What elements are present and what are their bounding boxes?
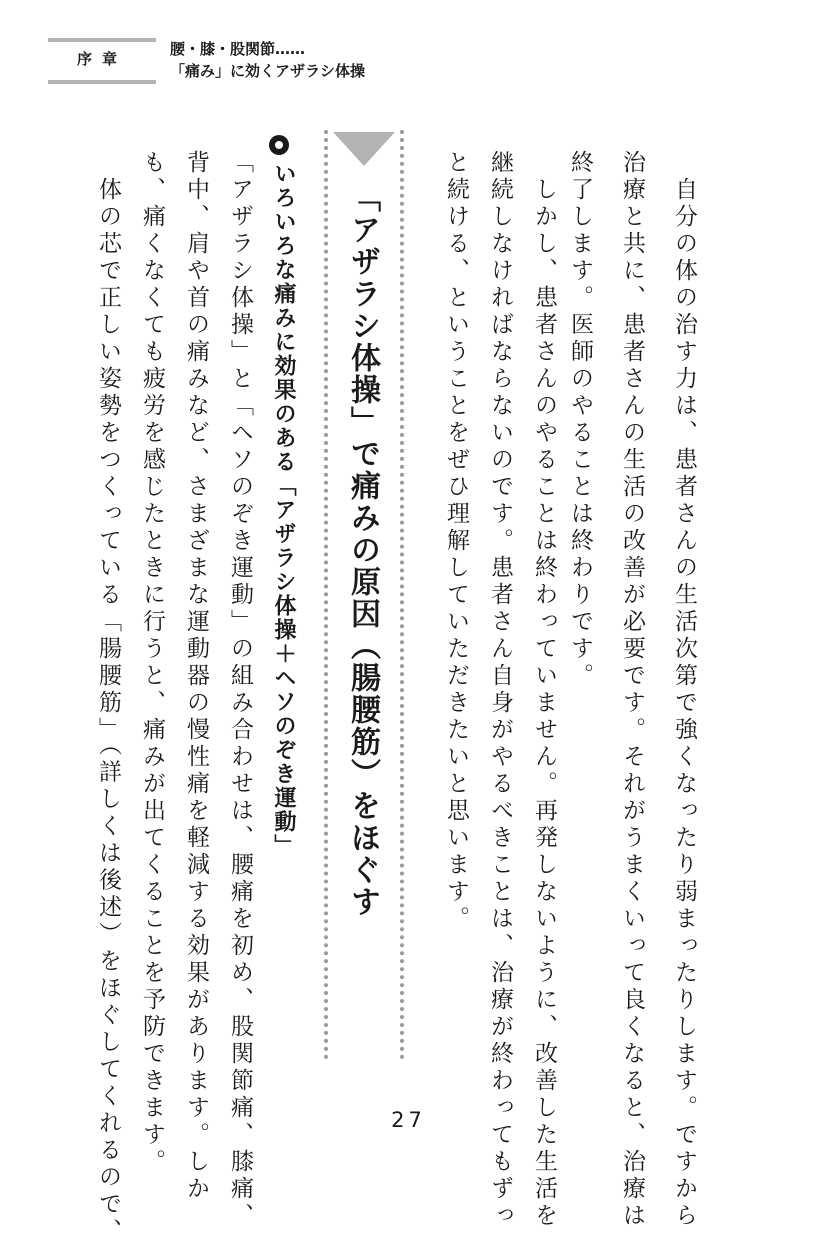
subheading: いろいろな痛みに効果のある「アザラシ体操＋ヘソのぞき運動」 <box>271 162 296 858</box>
body-line: と続ける、ということをぜひ理解していただきたいと思います。 <box>443 150 469 933</box>
header-title-line1: 腰・膝・股関節…… <box>170 40 306 58</box>
heading-dotted-border-right <box>400 130 404 1060</box>
header-rule-bottom <box>48 80 156 84</box>
header-rule-top <box>48 38 156 42</box>
filled-circle-bullet-icon <box>268 134 290 156</box>
section-heading-box <box>324 130 404 1060</box>
body-line: 自分の体の治す力は、患者さんの生活次第で強くなったり弱まったりします。ですから <box>671 150 697 1230</box>
body-line: 継続しなければならないのです。患者さん自身がやるべきことは、治療が終わってもずっ <box>487 150 513 1230</box>
body-line: 治療と共に、患者さんの生活の改善が必要です。それがうまくいって良くなると、治療は <box>619 150 645 1230</box>
body-line: も、痛くなくても疲労を感じたときに行うと、痛みが出てくることを予防できます。 <box>139 150 165 1176</box>
body-line: 終了します。医師のやることは終わりです。 <box>567 150 593 690</box>
header-title <box>170 38 365 82</box>
page-number: 27 <box>391 1108 426 1132</box>
chevron-down-icon <box>331 130 397 168</box>
body-line: 体の芯で正しい姿勢をつくっている「腸腰筋」（詳しくは後述）をほぐしてくれるので、 <box>95 150 121 1246</box>
chapter-label: 序章 <box>76 50 127 68</box>
body-line: しかし、患者さんのやることは終わっていません。再発しないように、改善した生活を <box>531 150 557 1230</box>
body-line: 「アザラシ体操」と「ヘソのぞき運動」の組み合わせは、腰痛を初め、股関節痛、膝痛、 <box>227 150 253 1230</box>
running-header <box>48 36 408 88</box>
body-line: 背中、肩や首の痛みなど、さまざまな運動器の慢性痛を軽減する効果があります。しか <box>183 150 209 1203</box>
section-heading: 「アザラシ体操」で痛みの原因（腸腰筋）をほぐす <box>345 182 380 918</box>
header-title-line2: 「痛み」に効くアザラシ体操 <box>170 62 366 80</box>
heading-dotted-border-left <box>324 130 328 1060</box>
